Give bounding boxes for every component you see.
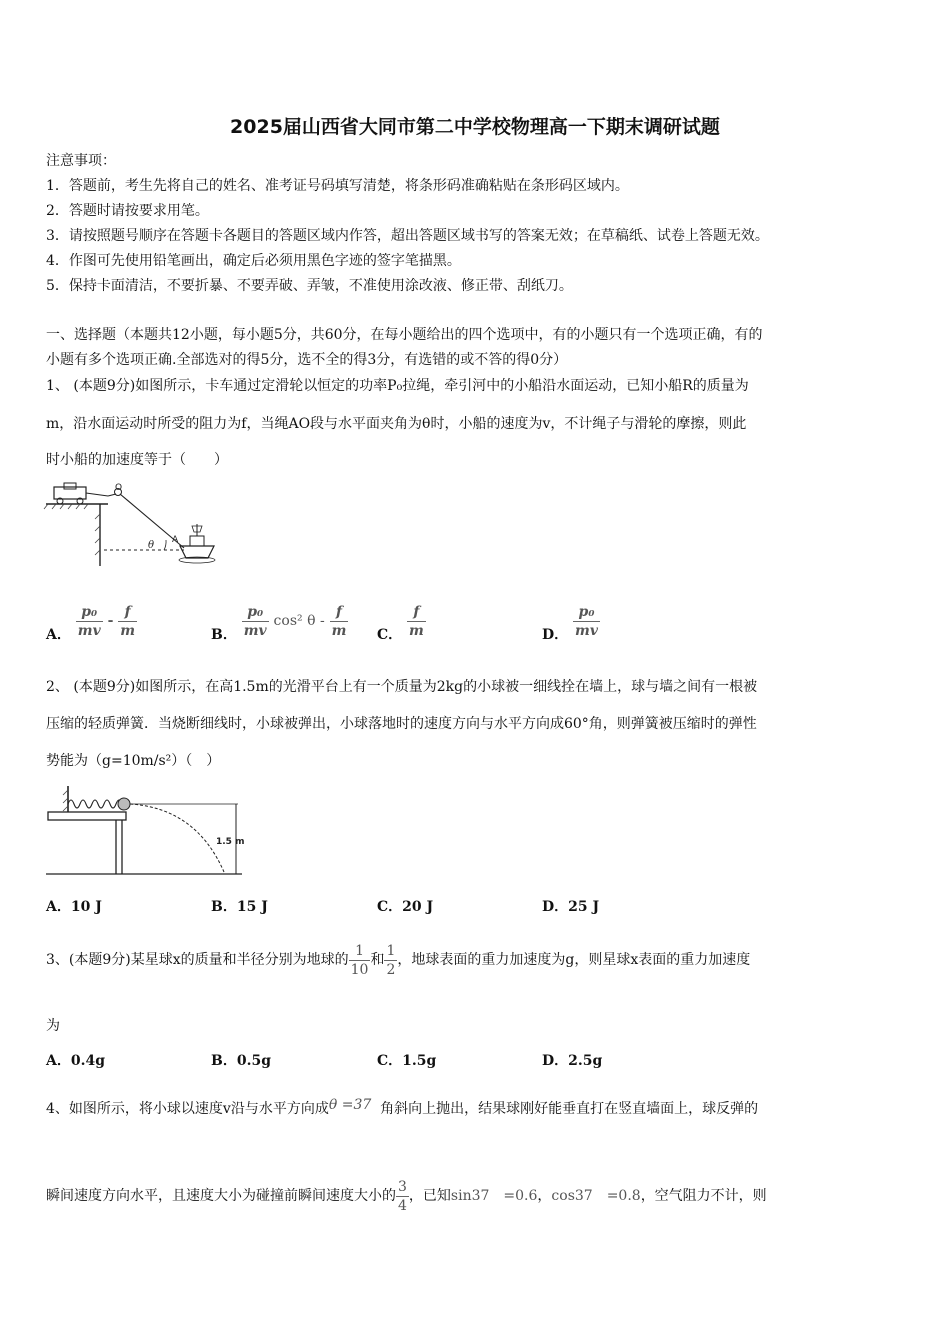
q1-line-1: 1、 (本题9分)如图所示，卡车通过定滑轮以恒定的功率P₀拉绳，牵引河中的小船沿水面运动，已知小船R的质量为 [46, 378, 749, 394]
frac-numerator: 1 [349, 942, 371, 961]
q3-text-pre: 3、(本题9分)某星球x的质量和半径分别为地球的 [46, 952, 349, 968]
frac-denominator: 2 [386, 961, 396, 978]
q4-angle: θ =37 [328, 1097, 372, 1113]
frac-numerator: p₀ [76, 603, 103, 622]
q2-line-2: 压缩的轻质弹簧．当烧断细线时，小球被弹出，小球落地时的速度方向与水平方向成60°角，则弹簧被压缩时的弹性 [46, 716, 757, 732]
q3-option-d[interactable]: D．2.5g [542, 1053, 603, 1069]
q4-sin-value: sin37 =0.6 [450, 1188, 538, 1204]
q1-option-b-frac-1 [242, 603, 269, 640]
q4-comma: ， [537, 1188, 552, 1204]
q1-option-d[interactable] [542, 598, 600, 644]
q4-text-post: 角斜向上抛出，结果球刚好能垂直打在竖直墙面上，球反弹的 [380, 1101, 759, 1117]
q2-line-3: 势能为（g=10m/s²）（ ） [46, 753, 221, 769]
q3-option-a[interactable]: A．0.4g [46, 1053, 106, 1069]
frac-denominator: mv [575, 622, 598, 639]
notice-item: 1．答题前，考生先将自己的姓名、准考证号码填写清楚，将条形码准确粘贴在条形码区域内。 [46, 178, 629, 194]
q1-line-2: m，沿水面运动时所受的阻力为f，当绳AO段与水平面夹角为θ时，小船的速度为v，不计绳子与滑轮的摩擦，则此 [46, 416, 747, 432]
frac-numerator: 3 [398, 1178, 407, 1195]
q1-option-c-frac [407, 603, 426, 640]
frac-denominator: m [331, 622, 347, 639]
q4-text-l2-pre: 瞬间速度方向水平，且速度大小为碰撞前瞬间速度大小的 [46, 1188, 396, 1204]
q3-option-c[interactable]: C．1.5g [377, 1053, 437, 1069]
frac-denominator: 10 [350, 961, 369, 978]
q1-option-b-label: B． [211, 627, 237, 643]
q3-text-mid: 和 [370, 952, 385, 968]
q2-option-d[interactable]: D．25 J [542, 899, 600, 915]
frac-numerator: f [330, 603, 349, 622]
q2-option-b[interactable]: B．15 J [211, 899, 268, 915]
q3-fraction-2 [384, 942, 397, 979]
q1-option-a[interactable] [46, 598, 137, 644]
q3-text-post: ，地球表面的重力加速度为g，则星球x表面的重力加速度 [397, 952, 751, 968]
page-title: 2025届山西省大同市第二中学校物理高一下期末调研试题 [230, 116, 720, 138]
frac-numerator: p₀ [242, 603, 269, 622]
q1-figure-label-a: A [172, 535, 179, 545]
q1-option-d-label: D． [542, 627, 569, 643]
frac-denominator: mv [77, 622, 101, 639]
notice-item: 3．请按照题号顺序在答题卡各题目的答题区域内作答，超出答题区域书写的答案无效；在草稿纸、试卷上答题无效。 [46, 228, 769, 244]
frac-numerator: p₀ [573, 603, 600, 622]
q1-figure-label-theta: θ [148, 540, 155, 551]
cos-term: cos² θ - [273, 613, 325, 629]
notice-item: 2．答题时请按要求用笔。 [46, 203, 209, 219]
q4-text-l2-mid: ，已知 [408, 1188, 451, 1204]
q1-option-b-frac-2 [330, 603, 349, 640]
q3-line-1 [46, 930, 750, 990]
q2-figure [46, 784, 246, 876]
q2-line-1: 2、 (本题9分)如图所示，在高1.5m的光滑平台上有一个质量为2kg的小球被一细线拴在墙上，球与墙之间有一根被 [46, 679, 758, 695]
section-heading-line-2: 小题有多个选项正确.全部选对的得5分，选不全的得3分，有选错的或不答的得0分） [46, 352, 568, 368]
q1-option-c-label: C． [377, 627, 403, 643]
q1-option-a-frac-2 [118, 603, 137, 640]
frac-denominator: m [120, 622, 136, 639]
q1-option-d-frac [573, 603, 600, 640]
q2-option-c[interactable]: C．20 J [377, 899, 434, 915]
q1-option-a-label: A． [46, 627, 71, 643]
q2-figure-height-label: 1.5 m [216, 837, 245, 847]
notice-item: 4．作图可先使用铅笔画出，确定后必须用黑色字迹的签字笔描黑。 [46, 253, 461, 269]
frac-numerator: f [118, 603, 137, 622]
q1-option-b[interactable] [211, 598, 348, 644]
q1-line-3: 时小船的加速度等于（ ） [46, 452, 228, 468]
q4-cos-value: cos37 =0.8 [551, 1188, 641, 1204]
frac-denominator: 4 [398, 1197, 407, 1214]
q4-fraction [396, 1178, 409, 1215]
q3-line-2: 为 [46, 1018, 60, 1034]
q1-figure [44, 480, 224, 570]
q4-text-pre: 4、如图所示，将小球以速度v沿与水平方向成 [46, 1101, 329, 1117]
notice-heading: 注意事项： [46, 153, 116, 169]
q1-option-a-frac-1 [76, 603, 103, 640]
frac-numerator: 1 [386, 942, 396, 959]
notice-item: 5．保持卡面清洁，不要折暴、不要弄破、弄皱，不准使用涂改液、修正带、刮纸刀。 [46, 278, 573, 294]
frac-numerator: f [407, 603, 426, 622]
q3-option-b[interactable]: B．0.5g [211, 1053, 271, 1069]
frac-denominator: m [409, 622, 424, 639]
q4-line-1 [46, 1085, 758, 1129]
q1-option-c[interactable] [377, 598, 426, 644]
q4-text-l2-post: ，空气阻力不计，则 [640, 1188, 767, 1204]
frac-denominator: mv [243, 622, 267, 639]
q4-line-2 [46, 1166, 767, 1226]
q2-option-a[interactable]: A．10 J [46, 899, 102, 915]
section-heading-line-1: 一、选择题（本题共12小题，每小题5分，共60分，在每小题给出的四个选项中，有的小题只有一个选项正确，有的 [46, 327, 763, 343]
q1-figure-label-o: O [115, 483, 123, 493]
minus-sign: - [107, 613, 114, 629]
q3-fraction-1 [349, 942, 371, 979]
